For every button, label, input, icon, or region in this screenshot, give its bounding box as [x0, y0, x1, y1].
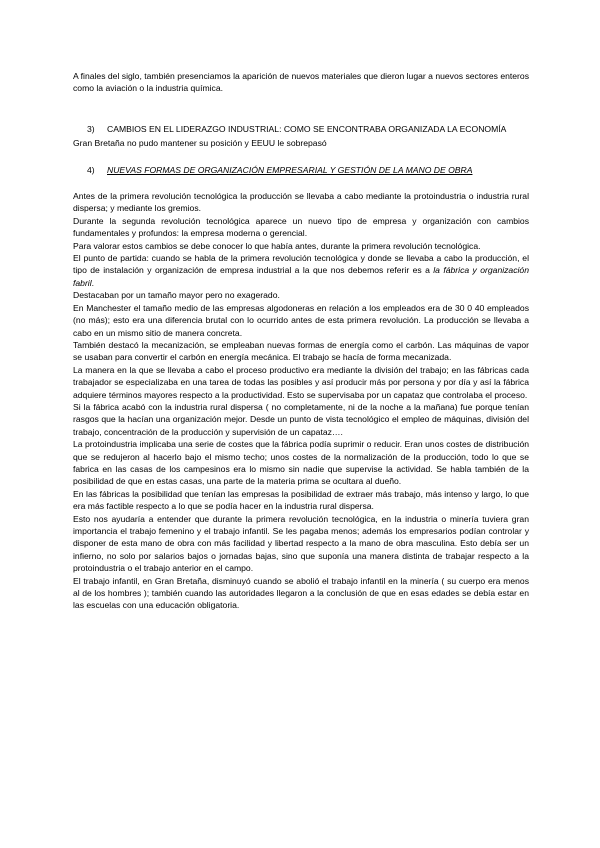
section-3-title: CAMBIOS EN EL LIDERAZGO INDUSTRIAL: COMO SE ENCONTRABA ORGANIZADA LA ECONOMÍA: [107, 123, 507, 134]
section-4-title: NUEVAS FORMAS DE ORGANIZACIÓN EMPRESARIAL Y GESTIÓN DE LA MANO DE OBRA: [107, 164, 473, 175]
body-paragraph: Si la fábrica acabó con la industria rural dispersa ( no completamente, ni de la noche a la mañana) fue porque tenían rasgos que la hacían una organización mejor. Desde un punto de vista tecnológico el empleo de máquinas, división del trabajo, concentración de la producción y supervisión de un capataz….: [73, 401, 529, 437]
section-3-text: Gran Bretaña no pudo mantener su posición y EEUU le sobrepasó: [73, 138, 327, 149]
section-3-number: 3): [87, 123, 95, 134]
document-page: [73, 70, 529, 612]
intro-paragraph: A finales del siglo, también presenciamos la aparición de nuevos materiales que dieron lugar a nuevos sectores enteros como la aviación o la industria química.: [73, 71, 529, 94]
section-4-number: 4): [87, 164, 95, 175]
body-paragraph: La manera en la que se llevaba a cabo el proceso productivo era mediante la división del trabajo; en las fábricas cada trabajador se especializaba en una tarea de todas las posibles y así producir más por persona y por día y así la fábrica adquiere términos mayores respecto a la productividad. Esto se supervisaba por un capataz que controlaba el proceso.: [73, 364, 529, 400]
body-paragraph: Durante la segunda revolución tecnológica aparece un nuevo tipo de empresa y organización con cambios fundamentales y profundos: la empresa moderna o gerencial.: [73, 215, 529, 239]
italic-phrase: la fábrica y organización fabril: [73, 265, 529, 288]
body-paragraph: Para valorar estos cambios se debe conocer lo que había antes, durante la primera revolución tecnológica.: [73, 240, 481, 251]
body-paragraph: En Manchester el tamaño medio de las empresas algodoneras en relación a los empleados era de 30 0 40 empleados (no más); esto era una diferencia brutal con lo ocurrido antes de esta primera revolución. La producción se llevaba a cabo en un mismo sitio de manera concreta.: [73, 302, 529, 338]
body-paragraph: [73, 252, 529, 289]
body-paragraph: La protoindustria implicaba una serie de costes que la fábrica podía suprimir o reducir. Eran unos costes de distribución que se redujeron al hacerlo bajo el mismo techo; unos costes de la normalización de la producción, todo lo que se fabrica en las casas de los campesinos era lo mismo sin nadie que supervise la actividad. Se habla también de la posibilidad de que en estas casas, una parte de la materia prima se ocultara al dueño.: [73, 439, 529, 487]
body-paragraph: El trabajo infantil, en Gran Bretaña, disminuyó cuando se abolió el trabajo infantil en la minería ( su cuerpo era menos al de los hombres ); también cuando las autoridades llegaron a la conclusión de que en esas edades se debía estar en las escuelas con una educación obligatoria.: [73, 575, 529, 611]
body-paragraph: En las fábricas la posibilidad que tenían las empresas la posibilidad de extraer más trabajo, más intenso y largo, lo que era más factible respecto a lo que se podía hacer en la industria rural dispersa.: [73, 488, 529, 512]
paragraph-text: El punto de partida: cuando se habla de la primera revolución tecnológica y donde se llevaba a cabo la producción, el tipo de instalación y organización de empresa industrial a la que nos debemos referir es a: [73, 253, 529, 276]
body-paragraph: También destacó la mecanización, se empleaban nuevas formas de energía como el carbón. Las máquinas de vapor se usaban para convertir el carbón en energía mecánica. El trabajo se hacía de forma mecanizada.: [73, 339, 529, 363]
paragraph-text: .: [91, 277, 95, 288]
section-3-heading: [87, 123, 529, 135]
body-paragraph: Destacaban por un tamaño mayor pero no exagerado.: [73, 290, 280, 301]
section-4-heading: [87, 164, 529, 176]
body-paragraph: Esto nos ayudaría a entender que durante la primera revolución tecnológica, en la industria o minería tuviera gran importancia el trabajo femenino y el trabajo infantil. Se les pagaba menos; además los empresarios podían controlar y disponer de esta mano de obra con más facilidad y libertad respecto a la mano de obra masculina. Esto debía ser un infierno, no solo por salarios bajos o jornadas bajas, sino que suponía una manera distinta de trabajar respecto a la protoindustria o el trabajo anterior en el campo.: [73, 513, 529, 574]
body-paragraph: Antes de la primera revolución tecnológica la producción se llevaba a cabo mediante la protoindustria o industria rural dispersa; y mediante los gremios.: [73, 191, 529, 214]
